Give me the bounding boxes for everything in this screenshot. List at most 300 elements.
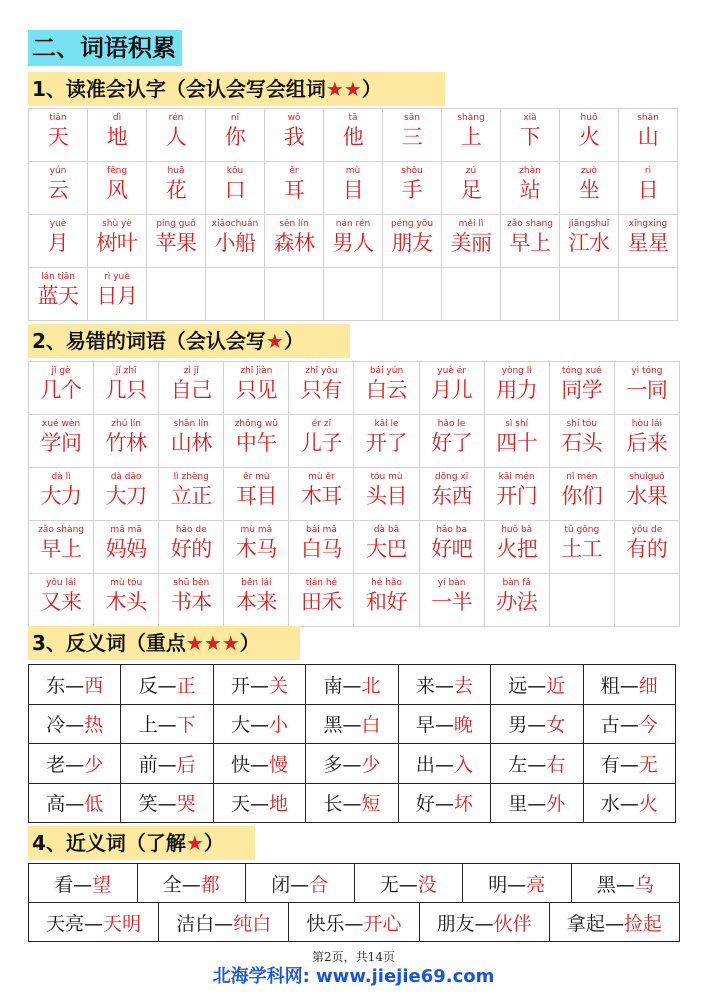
word-cell: [419, 521, 484, 574]
pinyin-text: shān: [637, 113, 659, 123]
section-2-title: 2、易错的词语（会认会写: [32, 329, 266, 353]
word-cell: [324, 162, 383, 215]
word-cell: [206, 109, 265, 162]
word-cell: [147, 109, 206, 162]
hanzi-text: 一半: [431, 590, 473, 614]
word-cell: [206, 215, 265, 268]
pair-first-word: 粗—: [600, 674, 639, 697]
word-cell: [419, 468, 484, 521]
hanzi-text: 书本: [170, 590, 212, 614]
pinyin-text: zhōng wǔ: [234, 419, 278, 429]
section-4-stars: ★: [185, 831, 204, 855]
word-cell: [354, 521, 419, 574]
word-cell: [29, 215, 88, 268]
word-cell: [147, 268, 206, 321]
pair-first-word: 全—: [162, 873, 201, 896]
pinyin-text: kāi mén: [498, 472, 535, 482]
hanzi-text: 月: [47, 231, 69, 255]
pinyin-text: dōng xī: [434, 472, 469, 482]
word-cell: [549, 574, 614, 627]
word-cell: [88, 109, 147, 162]
word-cell: [206, 268, 265, 321]
synonyms-table-row2: [28, 902, 680, 942]
word-cell: [159, 468, 224, 521]
word-cell: [29, 574, 94, 627]
word-pair-cell: [491, 744, 583, 784]
word-pair-cell: [306, 665, 398, 705]
pair-second-word: 少: [84, 753, 104, 776]
word-cell: [29, 415, 94, 468]
pair-second-word: 外: [546, 793, 566, 816]
pair-second-word: 慢: [269, 753, 289, 776]
hanzi-text: 森林: [273, 231, 315, 255]
pair-second-word: 少: [361, 753, 381, 776]
word-pair-cell: [583, 744, 675, 784]
word-cell: [29, 109, 88, 162]
pair-second-word: 去: [453, 674, 473, 697]
word-cell: [549, 468, 614, 521]
section-3-stars: ★★★: [185, 631, 240, 655]
pair-first-word: 闭—: [271, 873, 310, 896]
table-row: [29, 415, 680, 468]
word-cell: [619, 162, 678, 215]
word-pair-cell: [583, 665, 675, 705]
section-2-title-end: ）: [283, 329, 304, 353]
word-cell: [94, 468, 159, 521]
word-pair-cell: [419, 903, 549, 942]
pinyin-text: yuè: [49, 219, 67, 229]
pinyin-text: dà bā: [373, 525, 400, 535]
table-row: [29, 864, 680, 903]
pinyin-text: huǒ bǎ: [501, 525, 533, 535]
pair-second-word: 火: [638, 793, 658, 816]
pinyin-text: shān lín: [173, 419, 209, 429]
pinyin-text: yí bàn: [437, 578, 466, 588]
pair-second-word: 坏: [453, 793, 473, 816]
word-cell: [147, 162, 206, 215]
pair-first-word: 前—: [138, 753, 177, 776]
word-cell: [419, 574, 484, 627]
pinyin-text: hǎo de: [175, 525, 207, 535]
word-cell: [88, 215, 147, 268]
pinyin-text: hé hǎo: [371, 578, 402, 588]
hanzi-text: 美丽: [450, 231, 492, 255]
pinyin-text: xīngxing: [628, 219, 668, 229]
pair-second-word: 都: [200, 873, 220, 896]
word-pair-cell: [549, 903, 679, 942]
word-cell: [549, 521, 614, 574]
hanzi-text: 足: [460, 178, 482, 202]
pair-second-word: 白: [361, 714, 381, 737]
pair-second-word: 下: [176, 714, 196, 737]
hanzi-text: 东西: [431, 484, 473, 508]
pinyin-text: nǐ: [230, 113, 240, 123]
section-2-stars: ★: [265, 329, 284, 353]
pair-second-word: 细: [638, 674, 658, 697]
pinyin-text: běn lái: [241, 578, 272, 588]
section-4-title: 4、近义词（了解: [32, 831, 186, 855]
pinyin-text: bái yún: [369, 366, 404, 376]
pinyin-text: xià: [523, 113, 537, 123]
hanzi-text: 立正: [170, 484, 212, 508]
word-pair-cell: [306, 783, 398, 823]
pinyin-text: yòng lì: [501, 366, 532, 376]
pinyin-text: huǒ: [580, 113, 598, 123]
pinyin-text: hǎo ba: [436, 525, 468, 535]
pinyin-text: tián hé: [305, 578, 338, 588]
word-cell: [289, 415, 354, 468]
word-cell: [265, 215, 324, 268]
hanzi-text: 妈妈: [105, 537, 147, 561]
pinyin-text: zhàn: [519, 166, 541, 176]
word-cell: [324, 268, 383, 321]
hanzi-text: 人: [165, 125, 187, 149]
hanzi-text: 云: [47, 178, 69, 202]
table-row: [29, 109, 678, 162]
hanzi-text: 好吧: [431, 537, 473, 561]
word-cell: [159, 415, 224, 468]
word-cell: [159, 521, 224, 574]
pair-second-word: 伙伴: [493, 912, 532, 935]
hanzi-text: 办法: [496, 590, 538, 614]
pinyin-text: mù: [345, 166, 361, 176]
pinyin-text: shù yè: [102, 219, 132, 229]
pair-first-word: 古—: [600, 714, 639, 737]
word-pair-cell: [571, 864, 680, 903]
hanzi-text: 几只: [105, 378, 147, 402]
word-cell: [614, 415, 679, 468]
pair-second-word: 天明: [103, 912, 142, 935]
hanzi-text: 头目: [366, 484, 408, 508]
table-row: [29, 268, 678, 321]
pinyin-text: ěr mù: [243, 472, 270, 482]
hanzi-text: 后来: [626, 431, 668, 455]
hanzi-text: 一同: [626, 378, 668, 402]
pair-second-word: 近: [546, 674, 566, 697]
pinyin-text: zì jǐ: [183, 366, 199, 376]
word-pair-cell: [29, 864, 138, 903]
section-2-header: [28, 324, 350, 358]
pair-first-word: 老—: [46, 753, 85, 776]
pair-first-word: 洁白—: [176, 912, 234, 935]
pinyin-text: kǒu: [226, 166, 244, 176]
hanzi-text: 儿子: [300, 431, 342, 455]
section-1-stars: ★★: [325, 77, 362, 101]
site-link[interactable]: 北海学科网: www.jiejie69.com: [212, 966, 495, 987]
pair-first-word: 黑—: [323, 714, 362, 737]
word-cell: [560, 268, 619, 321]
hanzi-text: 只见: [235, 378, 277, 402]
word-cell: [265, 109, 324, 162]
word-pair-cell: [137, 864, 246, 903]
section-3-title-end: ）: [239, 631, 260, 655]
word-cell: [614, 468, 679, 521]
pair-first-word: 冷—: [46, 714, 85, 737]
word-pair-cell: [491, 783, 583, 823]
word-cell: [289, 468, 354, 521]
hanzi-text: 土工: [561, 537, 603, 561]
pair-second-word: 晚: [453, 714, 473, 737]
word-cell: [289, 521, 354, 574]
table-row: [29, 521, 680, 574]
pinyin-text: zǎo shang: [507, 219, 553, 229]
word-cell: [549, 415, 614, 468]
pinyin-text: zú: [465, 166, 477, 176]
hanzi-text: 用力: [496, 378, 538, 402]
word-pair-cell: [491, 704, 583, 744]
word-pair-cell: [213, 744, 305, 784]
pair-first-word: 里—: [508, 793, 547, 816]
pinyin-text: zhǐ jiàn: [240, 366, 273, 376]
pinyin-text: nán rén: [335, 219, 371, 229]
hanzi-text: 有的: [626, 537, 668, 561]
hanzi-text: 你: [224, 125, 246, 149]
table-row: [29, 903, 680, 942]
mistakes-table: [28, 361, 680, 627]
word-cell: [147, 215, 206, 268]
hanzi-text: 小船: [214, 231, 256, 255]
word-cell: [442, 109, 501, 162]
hanzi-text: 和好: [366, 590, 408, 614]
word-pair-cell: [398, 744, 490, 784]
word-pair-cell: [29, 704, 121, 744]
pair-second-word: 望: [92, 873, 112, 896]
pair-first-word: 无—: [379, 873, 418, 896]
pinyin-text: bàn fǎ: [502, 578, 531, 588]
word-cell: [383, 215, 442, 268]
word-cell: [94, 415, 159, 468]
pair-first-word: 快—: [231, 753, 270, 776]
pair-second-word: 捡起: [623, 912, 662, 935]
word-pair-cell: [29, 665, 121, 705]
hanzi-text: 山林: [170, 431, 212, 455]
word-cell: [442, 215, 501, 268]
pinyin-text: shǒu: [401, 166, 423, 176]
word-cell: [224, 574, 289, 627]
pinyin-text: yì tóng: [631, 366, 663, 376]
pair-first-word: 东—: [46, 674, 85, 697]
pair-first-word: 男—: [508, 714, 547, 737]
pair-second-word: 北: [361, 674, 381, 697]
pair-first-word: 开—: [231, 674, 270, 697]
hanzi-text: 木马: [235, 537, 277, 561]
word-pair-cell: [121, 744, 213, 784]
pair-first-word: 上—: [138, 714, 177, 737]
word-pair-cell: [398, 665, 490, 705]
word-cell: [614, 574, 679, 627]
pair-second-word: 合: [309, 873, 329, 896]
pair-second-word: 短: [361, 793, 381, 816]
pinyin-text: shí tóu: [566, 419, 598, 429]
pair-first-word: 笑—: [138, 793, 177, 816]
word-cell: [94, 521, 159, 574]
antonyms-table: [28, 664, 676, 823]
word-pair-cell: [398, 783, 490, 823]
pinyin-text: xiǎochuán: [211, 219, 259, 229]
word-cell: [354, 468, 419, 521]
word-cell: [88, 162, 147, 215]
word-cell: [354, 415, 419, 468]
pair-first-word: 明—: [488, 873, 527, 896]
hanzi-text: 蓝天: [37, 284, 79, 308]
pair-second-word: 正: [176, 674, 196, 697]
hanzi-text: 坐: [578, 178, 600, 202]
hanzi-text: 我: [283, 125, 305, 149]
word-cell: [354, 574, 419, 627]
pinyin-text: sēn lín: [279, 219, 309, 229]
hanzi-text: 竹林: [105, 431, 147, 455]
pinyin-text: zuò: [581, 166, 597, 176]
hanzi-text: 下: [519, 125, 541, 149]
pinyin-text: ér zǐ: [311, 419, 332, 429]
pair-first-word: 出—: [415, 753, 454, 776]
hanzi-text: 他: [342, 125, 364, 149]
word-cell: [484, 574, 549, 627]
word-pair-cell: [121, 665, 213, 705]
pinyin-text: měi lì: [458, 219, 484, 229]
word-cell: [94, 574, 159, 627]
hanzi-text: 又来: [40, 590, 82, 614]
word-cell: [619, 215, 678, 268]
word-cell: [224, 521, 289, 574]
hanzi-text: 木头: [105, 590, 147, 614]
hanzi-text: 日: [637, 178, 659, 202]
hanzi-text: 三: [401, 125, 423, 149]
hanzi-text: 树叶: [96, 231, 138, 255]
pinyin-text: zǎo shàng: [38, 525, 85, 535]
pair-second-word: 亮: [526, 873, 546, 896]
pinyin-text: huā: [167, 166, 185, 176]
hanzi-text: 月儿: [431, 378, 473, 402]
hanzi-text: 早上: [40, 537, 82, 561]
pinyin-text: bái mǎ: [305, 525, 337, 535]
hanzi-text: 口: [224, 178, 246, 202]
word-cell: [159, 574, 224, 627]
word-cell: [419, 362, 484, 415]
pinyin-text: dà dāo: [110, 472, 142, 482]
word-cell: [614, 362, 679, 415]
hanzi-text: 白马: [300, 537, 342, 561]
pair-first-word: 拿起—: [566, 912, 624, 935]
hanzi-text: 同学: [561, 378, 603, 402]
pair-first-word: 天亮—: [46, 912, 104, 935]
hanzi-text: 大力: [40, 484, 82, 508]
table-row: [29, 574, 680, 627]
page-number: 第2页，共14页: [312, 950, 395, 964]
hanzi-text: 白云: [366, 378, 408, 402]
pinyin-text: hòu lái: [631, 419, 663, 429]
pair-second-word: 入: [453, 753, 473, 776]
pinyin-text: jǐ gè: [51, 366, 71, 376]
section-4-title-end: ）: [203, 831, 224, 855]
word-cell: [224, 415, 289, 468]
word-cell: [324, 215, 383, 268]
word-cell: [619, 109, 678, 162]
word-cell: [324, 109, 383, 162]
hanzi-text: 四十: [496, 431, 538, 455]
synonyms-table-row1: [28, 863, 680, 903]
word-cell: [619, 268, 678, 321]
hanzi-text: 大刀: [105, 484, 147, 508]
word-cell: [501, 215, 560, 268]
pair-second-word: 热: [84, 714, 104, 737]
word-cell: [484, 415, 549, 468]
pinyin-text: xué wèn: [42, 419, 81, 429]
pair-second-word: 纯白: [233, 912, 272, 935]
word-cell: [289, 574, 354, 627]
table-row: [29, 783, 676, 823]
word-pair-cell: [463, 864, 572, 903]
word-pair-cell: [398, 704, 490, 744]
pinyin-text: rì yuè: [104, 272, 130, 282]
pair-second-word: 小: [269, 714, 289, 737]
pinyin-text: wǒ: [287, 113, 301, 123]
pinyin-text: kāi le: [374, 419, 399, 429]
pinyin-text: tā: [348, 113, 358, 123]
pair-first-word: 有—: [600, 753, 639, 776]
pinyin-text: tǔ gōng: [564, 525, 600, 535]
word-cell: [560, 162, 619, 215]
word-pair-cell: [213, 665, 305, 705]
pinyin-text: zhǐ yǒu: [305, 366, 338, 376]
hanzi-text: 你们: [561, 484, 603, 508]
pair-first-word: 水—: [600, 793, 639, 816]
table-row: [29, 744, 676, 784]
table-row: [29, 362, 680, 415]
pinyin-text: yǒu de: [631, 525, 663, 535]
word-cell: [94, 362, 159, 415]
section-3-title: 3、反义词（重点: [32, 631, 186, 655]
hanzi-text: 花: [165, 178, 187, 202]
word-cell: [501, 162, 560, 215]
pinyin-text: sān: [404, 113, 420, 123]
pair-second-word: 西: [84, 674, 104, 697]
pair-first-word: 天—: [231, 793, 270, 816]
pair-second-word: 关: [269, 674, 289, 697]
pinyin-text: nǐ mén: [566, 472, 598, 482]
pinyin-text: lán tiān: [41, 272, 75, 282]
word-cell: [265, 162, 324, 215]
pair-first-word: 看—: [54, 873, 93, 896]
word-cell: [289, 362, 354, 415]
word-pair-cell: [289, 903, 419, 942]
hanzi-text: 苹果: [155, 231, 197, 255]
hanzi-text: 开门: [496, 484, 538, 508]
hanzi-text: 石头: [561, 431, 603, 455]
word-cell: [29, 162, 88, 215]
word-cell: [560, 215, 619, 268]
pinyin-text: rì: [644, 166, 652, 176]
word-cell: [419, 415, 484, 468]
word-pair-cell: [29, 744, 121, 784]
word-cell: [501, 268, 560, 321]
table-row: [29, 665, 676, 705]
word-cell: [29, 268, 88, 321]
pinyin-text: shuǐguǒ: [629, 472, 665, 482]
hanzi-text: 中午: [235, 431, 277, 455]
pinyin-text: dì: [112, 113, 122, 123]
pair-second-word: 女: [546, 714, 566, 737]
section-1-title: 1、读准会认字（会认会写会组词: [32, 77, 326, 101]
pinyin-text: tiān: [49, 113, 67, 123]
hanzi-text: 天: [47, 125, 69, 149]
word-pair-cell: [246, 864, 355, 903]
word-cell: [383, 109, 442, 162]
word-pair-cell: [306, 744, 398, 784]
pair-second-word: 哭: [176, 793, 196, 816]
word-cell: [442, 268, 501, 321]
hanzi-text: 目: [342, 178, 364, 202]
